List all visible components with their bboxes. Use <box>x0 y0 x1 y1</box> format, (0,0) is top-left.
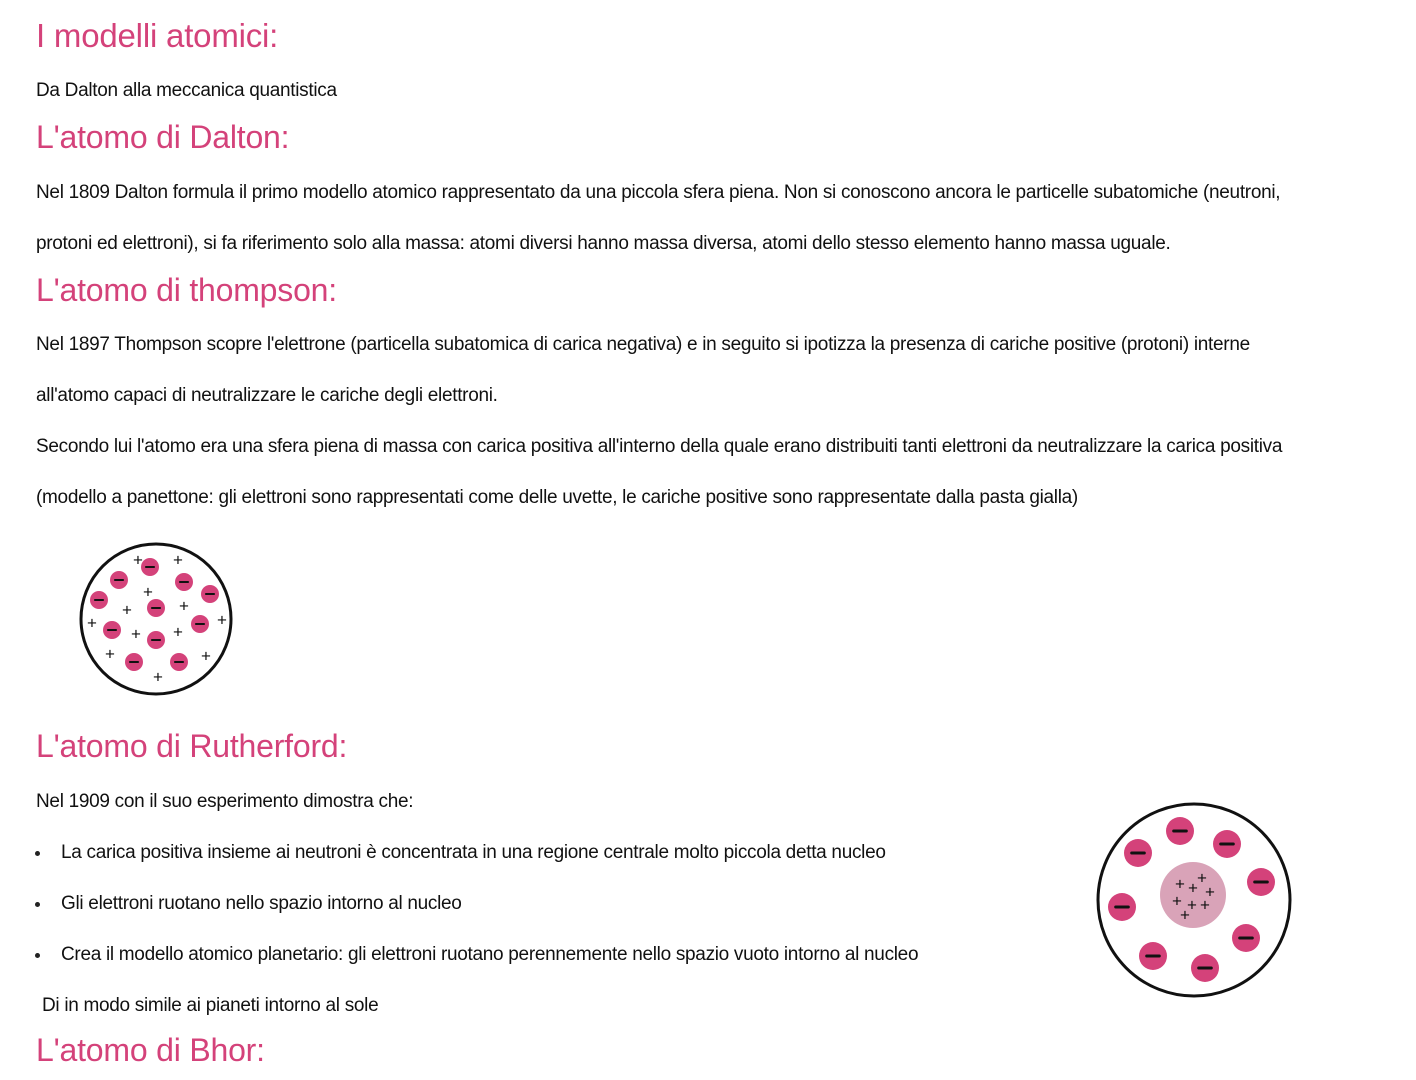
rutherford-electron <box>1124 839 1152 867</box>
rutherford-electron <box>1166 817 1194 845</box>
thompson-electron <box>170 653 188 671</box>
thompson-proton-plus-sign: + <box>173 550 183 570</box>
thompson-electron <box>147 599 165 617</box>
rutherford-heading: L'atomo di Rutherford: <box>36 728 348 764</box>
rutherford-outro: Di in modo simile ai pianeti intorno al sole <box>42 995 379 1016</box>
bullet-dot-3 <box>35 953 40 958</box>
thompson-proton-plus-sign: + <box>122 600 132 620</box>
dalton-paragraph-line-1: Nel 1809 Dalton formula il primo modello atomico rappresentato da una piccola sfera piena. Non si conoscono ancora le particelle subatomiche (neutroni, <box>36 182 1281 203</box>
rutherford-bullet-2: Gli elettroni ruotano nello spazio intorno al nucleo <box>61 893 462 914</box>
rutherford-proton-plus-sign: + <box>1172 891 1182 911</box>
bullet-dot-2 <box>35 902 40 907</box>
rutherford-electron <box>1108 893 1136 921</box>
thompson-proton-plus-sign: + <box>131 624 141 644</box>
thompson-paragraph-2-line-1: Secondo lui l'atomo era una sfera piena di massa con carica positiva all'interno della quale erano distribuiti tanti elettroni da neutralizzare la carica positiva <box>36 436 1283 457</box>
dalton-heading: L'atomo di Dalton: <box>36 119 290 155</box>
bullet-dot-1 <box>35 851 40 856</box>
thompson-paragraph-2-line-2: (modello a panettone: gli elettroni sono rappresentati come delle uvette, le cariche positive sono rappresentate dalla pasta gialla) <box>36 487 1078 508</box>
thompson-proton-plus-sign: + <box>153 667 163 687</box>
thompson-proton-plus-sign: + <box>201 646 211 666</box>
rutherford-proton-plus-sign: + <box>1197 868 1207 888</box>
thompson-proton-plus-sign: + <box>133 550 143 570</box>
thompson-proton-plus-sign: + <box>217 610 227 630</box>
thompson-electron <box>103 621 121 639</box>
thompson-atom-diagram <box>76 540 238 700</box>
rutherford-bullet-1: La carica positiva insieme ai neutroni è concentrata in una regione centrale molto piccola detta nucleo <box>61 842 886 863</box>
rutherford-electron <box>1139 942 1167 970</box>
rutherford-proton-plus-sign: + <box>1187 895 1197 915</box>
rutherford-proton-plus-sign: + <box>1205 882 1215 902</box>
bhor-heading: L'atomo di Bhor: <box>36 1032 265 1068</box>
rutherford-intro: Nel 1909 con il suo esperimento dimostra che: <box>36 791 414 812</box>
rutherford-proton-plus-sign: + <box>1200 895 1210 915</box>
rutherford-proton-plus-sign: + <box>1188 878 1198 898</box>
rutherford-bullet-3: Crea il modello atomico planetario: gli elettroni ruotano perennemente nello spazio vuoto intorno al nucleo <box>61 944 919 965</box>
thompson-proton-plus-sign: + <box>179 596 189 616</box>
dalton-paragraph-line-2: protoni ed elettroni), si fa riferimento solo alla massa: atomi diversi hanno massa diversa, atomi dello stesso elemento hanno massa uguale. <box>36 233 1171 254</box>
thompson-electron <box>110 571 128 589</box>
page-title: I modelli atomici: <box>36 17 279 54</box>
thompson-electron <box>201 585 219 603</box>
rutherford-proton-plus-sign: + <box>1175 874 1185 894</box>
thompson-proton-plus-sign: + <box>105 644 115 664</box>
thompson-electron <box>175 573 193 591</box>
rutherford-atom-diagram <box>1092 799 1296 1001</box>
thompson-proton-plus-sign: + <box>87 613 97 633</box>
thompson-electron <box>147 631 165 649</box>
rutherford-proton-plus-sign: + <box>1180 905 1190 925</box>
page-subtitle: Da Dalton alla meccanica quantistica <box>36 80 337 101</box>
thompson-electron <box>191 615 209 633</box>
rutherford-electron <box>1213 830 1241 858</box>
thompson-electron <box>141 558 159 576</box>
thompson-electron <box>90 591 108 609</box>
thompson-proton-plus-sign: + <box>143 582 153 602</box>
rutherford-electron <box>1247 868 1275 896</box>
thompson-electron <box>125 653 143 671</box>
rutherford-electron <box>1191 954 1219 982</box>
thompson-proton-plus-sign: + <box>173 622 183 642</box>
rutherford-electron <box>1232 924 1260 952</box>
thompson-paragraph-1-line-2: all'atomo capaci di neutralizzare le cariche degli elettroni. <box>36 385 498 406</box>
thompson-paragraph-1-line-1: Nel 1897 Thompson scopre l'elettrone (particella subatomica di carica negativa) e in seguito si ipotizza la presenza di cariche positive (protoni) interne <box>36 334 1250 355</box>
thompson-heading: L'atomo di thompson: <box>36 272 337 308</box>
